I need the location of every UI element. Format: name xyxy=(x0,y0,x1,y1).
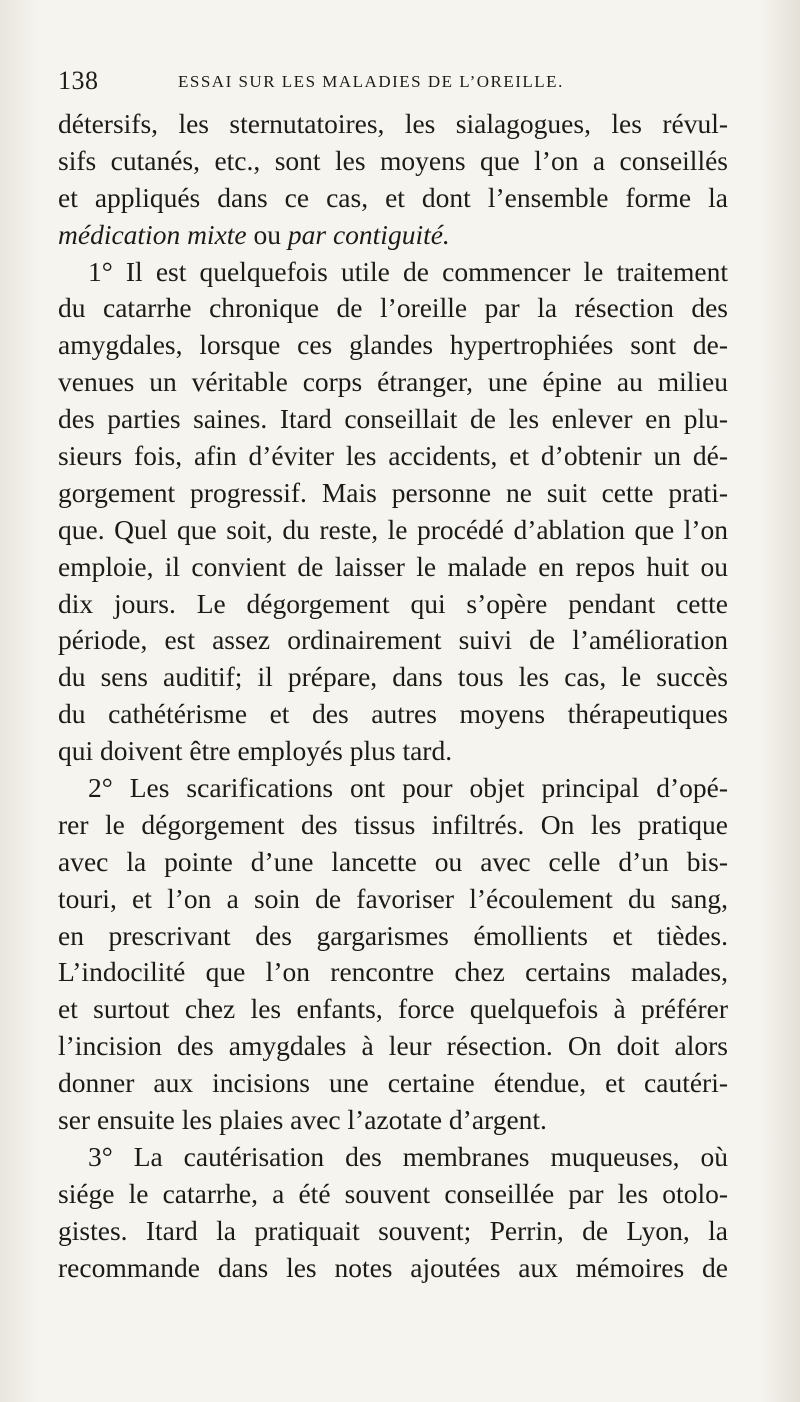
text-run: l’incision des amygdales à leur résection. On doit alors xyxy=(58,1030,728,1062)
text-line xyxy=(58,622,728,659)
text-line xyxy=(58,1213,728,1250)
text-run: rer le dégorgement des tissus infiltrés. On les pratique xyxy=(58,808,728,840)
text-run: et appliqués dans ce cas, et dont l’ensemble forme la xyxy=(58,181,728,213)
italic-text-run: médication mixte xyxy=(58,218,247,250)
text-line xyxy=(58,364,728,401)
text-run: venues un véritable corps étranger, une épine au milieu xyxy=(58,366,728,398)
text-run: des parties saines. Itard conseillait de les enlever en plu- xyxy=(58,403,728,435)
text-run: L’indocilité que l’on rencontre chez certains malades, xyxy=(58,956,728,988)
text-line xyxy=(58,290,728,327)
text-line xyxy=(58,180,728,217)
text-line xyxy=(58,438,728,475)
text-run: détersifs, les sternutatoires, les sialagogues, les révul- xyxy=(58,108,728,139)
text-line xyxy=(58,106,728,143)
text-run: recommande dans les notes ajoutées aux mémoires de xyxy=(58,1251,728,1283)
text-run: sifs cutanés, etc., sont les moyens que l’on a conseillés xyxy=(58,144,728,176)
text-line xyxy=(58,770,728,807)
text-line xyxy=(58,807,728,844)
text-line xyxy=(58,696,728,733)
text-run: en prescrivant des gargarismes émollients et tièdes. xyxy=(58,919,728,951)
text-run: qui doivent être employés plus tard. xyxy=(58,735,453,767)
text-run: du cathétérisme et des autres moyens thérapeutiques xyxy=(58,698,728,730)
page-number: 138 xyxy=(58,66,99,95)
text-line xyxy=(58,217,728,254)
text-run: du sens auditif; il prépare, dans tous les cas, le succès xyxy=(58,661,728,693)
text-line xyxy=(58,1028,728,1065)
text-run: période, est assez ordinairement suivi de l’amélioration xyxy=(58,624,728,656)
text-line xyxy=(58,327,728,364)
text-run: avec la pointe d’une lancette ou avec celle d’un bis- xyxy=(58,845,728,877)
text-line xyxy=(58,1102,728,1139)
text-line xyxy=(58,733,728,770)
text-line xyxy=(58,512,728,549)
text-run: amygdales, lorsque ces glandes hypertrophiées sont de- xyxy=(58,329,728,361)
text-run: dix jours. Le dégorgement qui s’opère pendant cette xyxy=(58,587,728,619)
text-line xyxy=(58,143,728,180)
text-run: 3° La cautérisation des membranes muqueuses, où xyxy=(88,1140,728,1172)
text-line xyxy=(58,918,728,955)
text-line xyxy=(58,586,728,623)
text-line xyxy=(58,475,728,512)
page-header xyxy=(58,66,738,106)
italic-text-run: par contiguité. xyxy=(287,218,450,250)
body-text xyxy=(58,106,728,1287)
text-line xyxy=(58,881,728,918)
text-line xyxy=(58,991,728,1028)
running-title: ESSAI SUR LES MALADIES DE L’OREILLE. xyxy=(178,72,564,91)
text-line xyxy=(58,401,728,438)
text-run: 2° Les scarifications ont pour objet principal d’opé- xyxy=(88,772,728,804)
text-run: donner aux incisions une certaine étendue, et cautéri- xyxy=(58,1067,728,1099)
text-run: ser ensuite les plaies avec l’azotate d’argent. xyxy=(58,1104,547,1136)
text-run: emploie, il convient de laisser le malade en repos huit ou xyxy=(58,550,728,582)
text-run: et surtout chez les enfants, force quelquefois à préférer xyxy=(58,993,728,1025)
text-run: touri, et l’on a soin de favoriser l’écoulement du sang, xyxy=(58,882,728,914)
text-line xyxy=(58,659,728,696)
text-line xyxy=(58,954,728,991)
text-line xyxy=(58,1176,728,1213)
text-run: que. Quel que soit, du reste, le procédé d’ablation que l’on xyxy=(58,513,728,545)
text-run: siége le catarrhe, a été souvent conseillée par les otolo- xyxy=(58,1177,728,1209)
text-run: gistes. Itard la pratiquait souvent; Perrin, de Lyon, la xyxy=(58,1214,728,1246)
text-line xyxy=(58,844,728,881)
text-line xyxy=(58,1139,728,1176)
text-line xyxy=(58,1065,728,1102)
text-line xyxy=(58,549,728,586)
text-line xyxy=(58,254,728,291)
text-run: gorgement progressif. Mais personne ne suit cette prati- xyxy=(58,476,728,508)
text-run: sieurs fois, afin d’éviter les accidents, et d’obtenir un dé- xyxy=(58,440,728,472)
text-run: 1° Il est quelquefois utile de commencer le traitement xyxy=(88,255,728,287)
text-run: ou xyxy=(246,218,288,250)
text-line xyxy=(58,1250,728,1287)
text-run: du catarrhe chronique de l’oreille par la résection des xyxy=(58,292,728,324)
